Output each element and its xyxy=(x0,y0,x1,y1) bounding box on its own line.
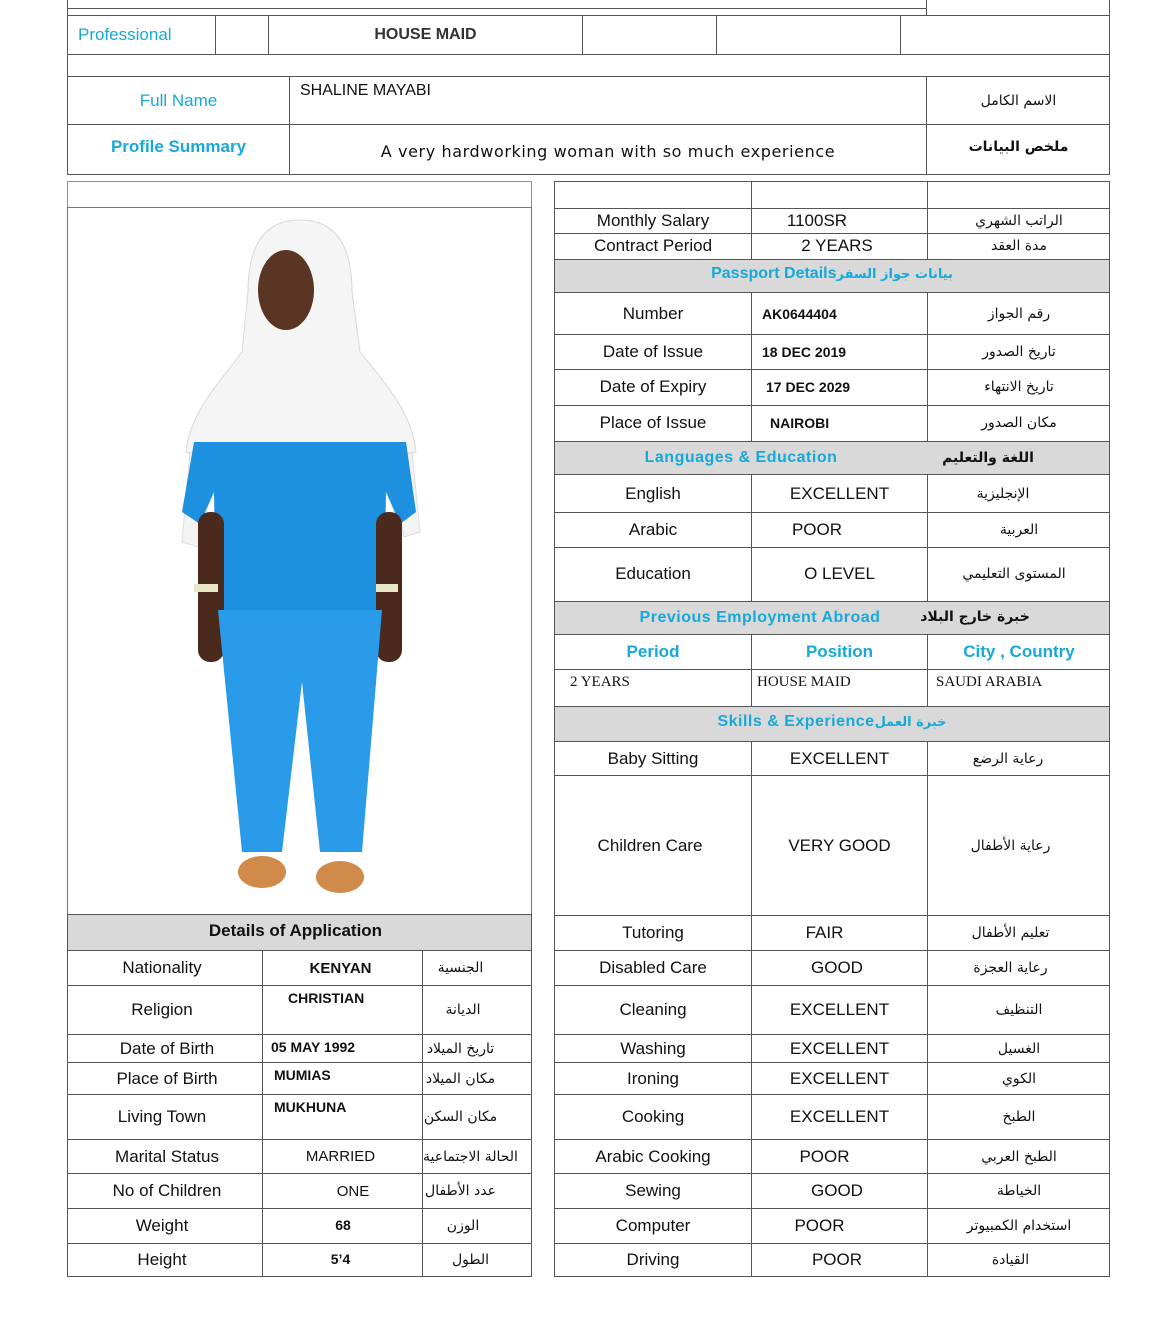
skill-value: GOOD xyxy=(811,1181,863,1200)
skill-label: Disabled Care xyxy=(599,958,707,977)
skill-label: Tutoring xyxy=(622,923,684,942)
weight-value: 68 xyxy=(335,1217,351,1233)
skill-label: Cleaning xyxy=(619,1000,687,1019)
professional-row xyxy=(67,15,1110,55)
skill-ar: تعليم الأطفال xyxy=(971,925,1050,941)
skill-label: Washing xyxy=(620,1038,686,1058)
children-label: No of Children xyxy=(112,1181,222,1200)
arabic-label: Arabic xyxy=(628,519,678,539)
birth-date-ar: تاريخ الميلاد xyxy=(426,1040,495,1057)
expiry-date-label: Date of Expiry xyxy=(599,377,707,396)
full-name-label: Full Name xyxy=(139,90,218,110)
skill-label: Computer xyxy=(615,1216,691,1235)
skill-value: EXCELLENT xyxy=(789,748,890,768)
skill-ar: رعاية الأطفال xyxy=(970,837,1051,854)
passport-number-ar: رقم الجواز xyxy=(987,305,1051,322)
passport-number-label: Number xyxy=(622,303,684,323)
contract-period-value: 2 YEARS xyxy=(801,235,873,255)
passport-number-value: AK0644404 xyxy=(762,305,837,322)
passport-heading-text: Passport Details xyxy=(711,265,837,282)
nationality-label: Nationality xyxy=(122,958,202,977)
skill-value: VERY GOOD xyxy=(788,835,891,855)
skill-ar: رعاية الرضع xyxy=(972,750,1044,767)
skill-value: POOR xyxy=(799,1146,850,1166)
height-value: 5’4 xyxy=(330,1251,351,1267)
skill-value: EXCELLENT xyxy=(789,1068,890,1088)
skill-ar: الطبخ العربي xyxy=(981,1148,1057,1165)
col-period: Period xyxy=(626,641,680,661)
weight-label: Weight xyxy=(135,1216,189,1235)
marital-status-ar: الحالة الاجتماعية xyxy=(423,1148,518,1165)
issue-place-ar: مكان الصدور xyxy=(981,415,1057,431)
living-town-ar: مكان السكن xyxy=(423,1109,498,1125)
skill-value: EXCELLENT xyxy=(789,1000,890,1019)
passport-heading xyxy=(554,259,1110,289)
arabic-ar: العربية xyxy=(999,521,1039,538)
religion-ar: الديانة xyxy=(445,1002,481,1018)
education-value: O LEVEL xyxy=(804,564,875,583)
full-name-ar: الاسم الكامل xyxy=(980,92,1057,109)
employment-period: 2 YEARS xyxy=(570,674,630,690)
expiry-date-ar: تاريخ الانتهاء xyxy=(984,379,1054,395)
skill-label: Arabic Cooking xyxy=(595,1146,711,1166)
contract-period-label: Contract Period xyxy=(593,235,713,255)
professional-value: HOUSE MAID xyxy=(374,26,477,43)
living-town-label: Living Town xyxy=(117,1107,207,1126)
monthly-salary-value: 1100SR xyxy=(786,210,848,230)
living-town-value: MUKHUNA xyxy=(274,1099,347,1115)
professional-label: Professional xyxy=(78,25,172,44)
skill-value: FAIR xyxy=(805,923,844,942)
languages-heading: Languages & Education xyxy=(644,449,838,466)
skill-label: Ironing xyxy=(627,1068,679,1088)
skill-ar: الطبخ xyxy=(1002,1109,1036,1125)
skill-ar: القيادة xyxy=(991,1252,1030,1268)
marital-status-label: Marital Status xyxy=(115,1146,219,1166)
issue-place-label: Place of Issue xyxy=(599,413,707,432)
arabic-value: POOR xyxy=(791,519,843,539)
skill-label: Children Care xyxy=(597,835,703,855)
religion-label: Religion xyxy=(131,1000,193,1019)
languages-heading-ar: اللغة والتعليم xyxy=(942,450,1034,466)
skill-ar: استخدام الكمبيوتر xyxy=(966,1218,1072,1234)
skill-label: Cooking xyxy=(621,1107,685,1126)
skill-value: GOOD xyxy=(811,958,863,977)
passport-heading-ar: بيانات جواز السفر xyxy=(836,266,953,282)
skills-heading-ar: خبرة العمل xyxy=(874,714,947,730)
nationality-value: KENYAN xyxy=(309,959,372,977)
employment-heading-ar: خبرة خارج البلاد xyxy=(920,609,1030,625)
employment-city: SAUDI ARABIA xyxy=(936,674,1043,690)
profile-summary-value: A very hardworking woman with so much experience xyxy=(380,141,836,161)
employment-heading: Previous Employment Abroad xyxy=(639,609,881,626)
birth-date-label: Date of Birth xyxy=(119,1038,215,1058)
skills-heading xyxy=(554,706,1110,738)
skill-value: POOR xyxy=(794,1216,845,1235)
skill-ar: رعاية العجزة xyxy=(973,960,1048,976)
english-label: English xyxy=(625,483,681,503)
col-city-country: City , Country xyxy=(963,641,1075,661)
birth-place-value: MUMIAS xyxy=(274,1067,331,1083)
height-ar: الطول xyxy=(451,1252,490,1268)
profile-summary-ar: ملخص البيانات xyxy=(968,139,1069,155)
weight-ar: الوزن xyxy=(446,1218,480,1234)
candidate-photo xyxy=(150,212,450,902)
skill-ar: الكوي xyxy=(1001,1070,1037,1087)
religion-value: CHRISTIAN xyxy=(288,990,365,1006)
skill-value: EXCELLENT xyxy=(789,1038,890,1058)
monthly-salary-label: Monthly Salary xyxy=(596,210,710,230)
salary-top-row xyxy=(554,181,1110,209)
monthly-salary-ar: الراتب الشهري xyxy=(975,212,1063,229)
col-position: Position xyxy=(805,641,874,661)
expiry-date-value: 17 DEC 2029 xyxy=(766,379,851,395)
height-label: Height xyxy=(137,1250,187,1269)
full-name-value: SHALINE MAYABI xyxy=(300,82,431,99)
birth-date-value: 05 MAY 1992 xyxy=(271,1039,356,1055)
skill-ar: الخياطة xyxy=(996,1183,1042,1199)
employment-position: HOUSE MAID xyxy=(757,674,851,690)
issue-date-ar: تاريخ الصدور xyxy=(982,343,1056,360)
marital-status-value: MARRIED xyxy=(305,1148,376,1165)
children-value: ONE xyxy=(336,1182,370,1200)
profile-summary-label: Profile Summary xyxy=(110,137,247,156)
spacer-row xyxy=(67,54,1110,77)
red-bar xyxy=(67,181,532,208)
skill-value: POOR xyxy=(811,1250,863,1269)
skill-ar: التنظيف xyxy=(995,1002,1043,1018)
birth-place-ar: مكان الميلاد xyxy=(425,1070,496,1087)
nationality-ar: الجنسية xyxy=(437,960,484,976)
contract-period-ar: مدة العقد xyxy=(991,237,1047,254)
skill-value: EXCELLENT xyxy=(789,1107,890,1126)
issue-date-label: Date of Issue xyxy=(602,341,704,361)
application-heading: Details of Application xyxy=(208,921,383,940)
english-value: EXCELLENT xyxy=(789,483,890,503)
skill-label: Sewing xyxy=(625,1181,681,1200)
education-ar: المستوى التعليمي xyxy=(962,566,1066,582)
skills-heading-text: Skills & Experience xyxy=(717,713,875,730)
skill-ar: الغسيل xyxy=(997,1040,1041,1057)
skill-label: Baby Sitting xyxy=(607,748,699,768)
skill-label: Driving xyxy=(626,1250,680,1269)
issue-place-value: NAIROBI xyxy=(770,415,830,431)
issue-date-value: 18 DEC 2019 xyxy=(762,343,847,360)
english-ar: الإنجليزية xyxy=(976,485,1030,502)
birth-place-label: Place of Birth xyxy=(116,1068,218,1088)
education-label: Education xyxy=(615,564,691,583)
children-ar: عدد الأطفال xyxy=(425,1183,496,1199)
